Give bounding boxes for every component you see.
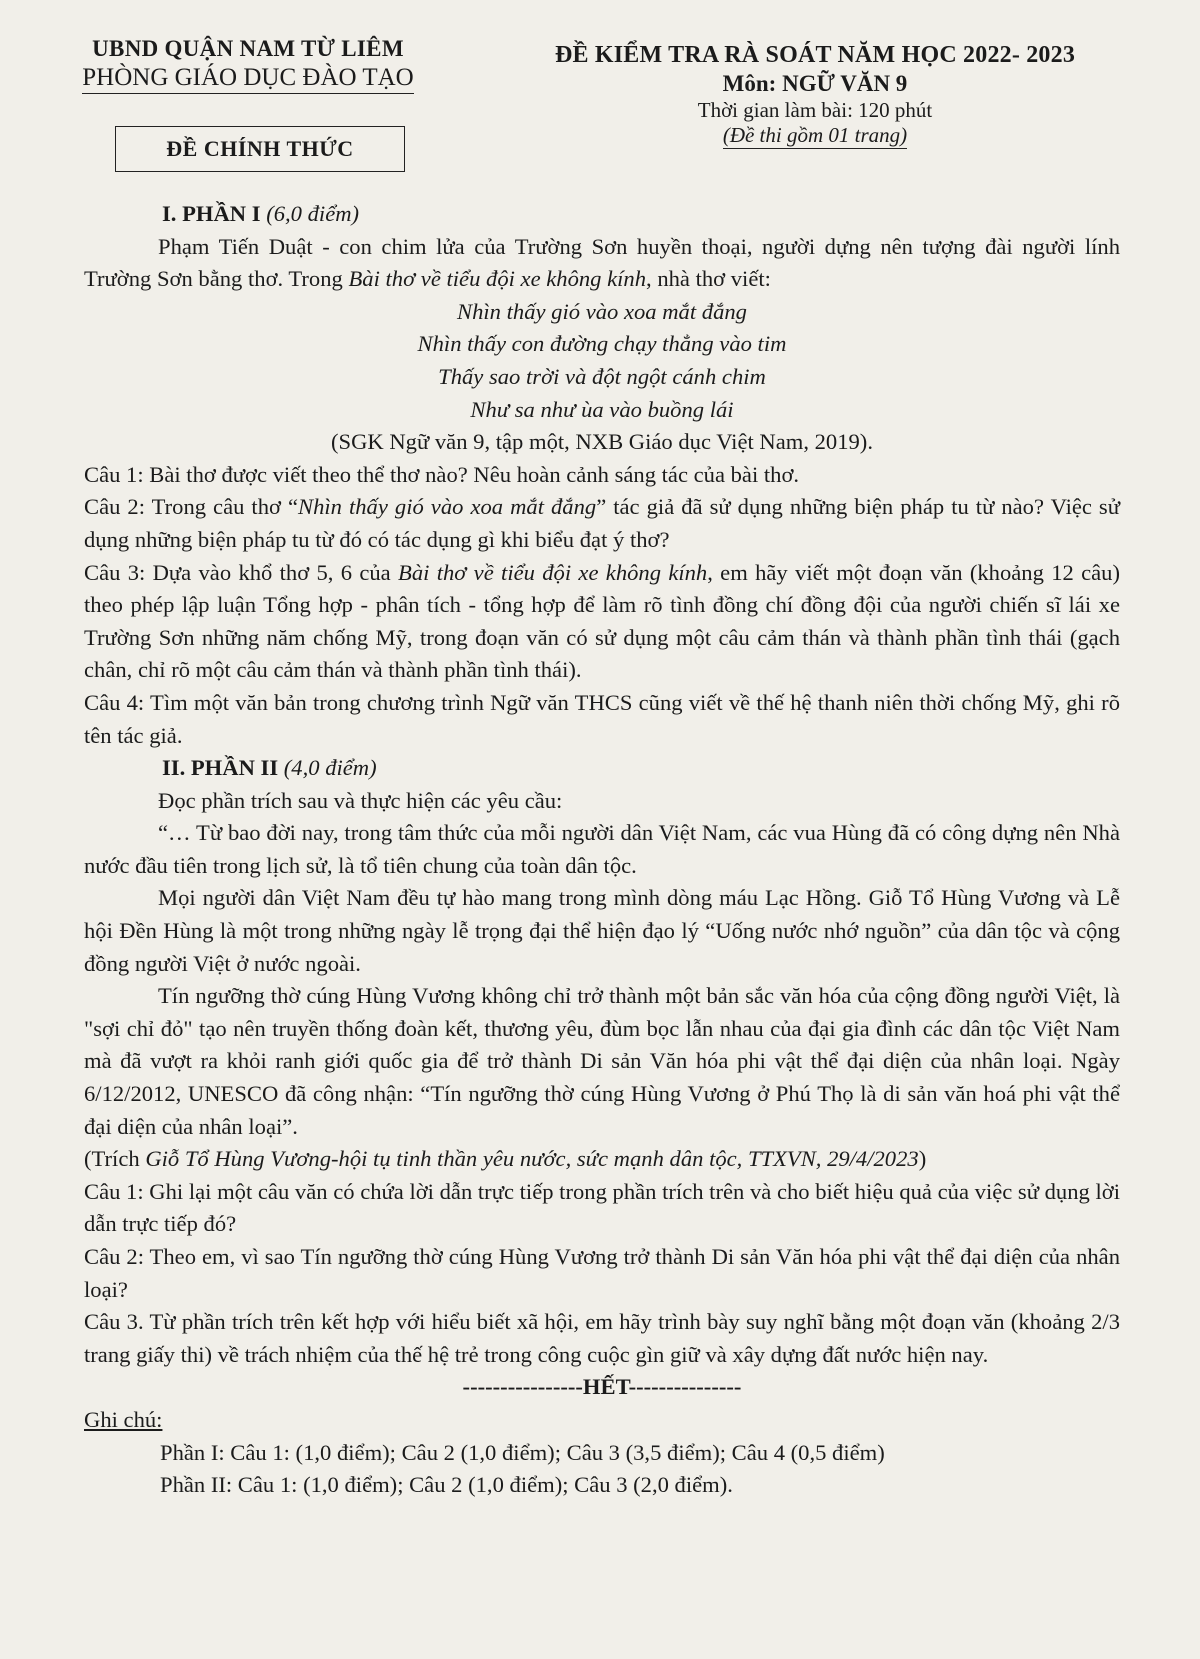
part1-q3-work-title: Bài thơ về tiểu đội xe không kính bbox=[398, 559, 708, 585]
excerpt-source-lead: (Trích bbox=[84, 1146, 146, 1172]
part1-question-4: Câu 4: Tìm một văn bản trong chương trình Ngữ văn THCS cũng viết về thế hệ thanh niên thời chống Mỹ, ghi rõ tên tác giả. bbox=[84, 689, 1120, 748]
exam-subject: Môn: NGỮ VĂN 9 bbox=[722, 71, 908, 96]
exam-body bbox=[84, 198, 1120, 1502]
poem-line-2: Nhìn thấy con đường chạy thẳng vào tim bbox=[417, 331, 787, 357]
exam-info-block bbox=[490, 42, 1140, 149]
part1-question-1: Câu 1: Bài thơ được viết theo thể thơ nào? Nêu hoàn cảnh sáng tác của bài thơ. bbox=[84, 461, 800, 487]
part2-heading bbox=[84, 752, 1120, 785]
part1-intro bbox=[84, 231, 1120, 296]
excerpt-paragraph-3: Tín ngưỡng thờ cúng Hùng Vương không chỉ trở thành một bản sắc văn hóa của cộng đồng người Việt, là "sợi chỉ đỏ" tạo nên truyền thống đoàn kết, thương yêu, đùm bọc lẫn nhau của đại gia đình các dân tộc Việt Nam mà đã vượt ra khỏi ranh giới quốc gia để trở thành Di sản Văn hóa phi vật thể đại diện của nhân loại. Ngày 6/12/2012, UNESCO đã công nhận: “Tín ngưỡng thờ cúng Hùng Vương ở Phú Thọ là di sản văn hoá phi vật thể đại diện của nhân loại”. bbox=[84, 983, 1120, 1139]
excerpt-source-tail: ) bbox=[918, 1146, 927, 1172]
district-name: UBND QUẬN NAM TỪ LIÊM bbox=[92, 36, 404, 61]
part1-q2-quote: Nhìn thấy gió vào xoa mắt đắng bbox=[298, 494, 597, 520]
notes-line-2: Phần II: Câu 1: (1,0 điểm); Câu 2 (1,0 điểm); Câu 3 (2,0 điểm). bbox=[160, 1472, 733, 1498]
excerpt-source-title: Giỗ Tổ Hùng Vương-hội tụ tinh thần yêu nước, sức mạnh dân tộc, TTXVN, 29/4/2023 bbox=[145, 1146, 919, 1172]
exam-pages-note: (Đề thi gồm 01 trang) bbox=[722, 123, 908, 147]
issuer-block bbox=[38, 36, 458, 94]
exam-title: ĐỀ KIỂM TRA RÀ SOÁT NĂM HỌC 2022- 2023 bbox=[554, 42, 1076, 68]
part2-points: (4,0 điểm) bbox=[283, 755, 377, 781]
poem-source: (SGK Ngữ văn 9, tập một, NXB Giáo dục Việt Nam, 2019). bbox=[331, 429, 873, 455]
part1-q3-tail: , em hãy viết một đoạn văn (khoảng 12 câu) theo phép lập luận Tổng hợp - phân tích - tổng hợp để làm rõ tình đồng chí đồng đội của người chiến sĩ lái xe Trường Sơn những năm chống Mỹ, trong đoạn văn có sử dụng một câu cảm thán và thành phần tình thái (gạch chân, chỉ rõ một câu cảm thán và thành phần tình thái). bbox=[84, 559, 1120, 683]
part1-title: I. PHẦN I bbox=[162, 201, 261, 226]
notes-line-1: Phần I: Câu 1: (1,0 điểm); Câu 2 (1,0 điểm); Câu 3 (3,5 điểm); Câu 4 (0,5 điểm) bbox=[160, 1439, 885, 1465]
part1-q3-lead: Câu 3: Dựa vào khổ thơ 5, 6 của bbox=[84, 559, 399, 585]
part1-q2-lead: Câu 2: Trong câu thơ “ bbox=[84, 494, 299, 520]
poem-line-3: Thấy sao trời và đột ngột cánh chim bbox=[438, 363, 766, 389]
part2-question-1: Câu 1: Ghi lại một câu văn có chứa lời dẫn trực tiếp trong phần trích trên và cho biết hiệu quả của việc sử dụng lời dẫn trực tiếp đó? bbox=[84, 1178, 1120, 1237]
excerpt-source bbox=[84, 1143, 1120, 1176]
part1-points: (6,0 điểm) bbox=[266, 201, 360, 226]
official-label-box: ĐỀ CHÍNH THỨC bbox=[115, 126, 405, 172]
part2-question-3: Câu 3. Từ phần trích trên kết hợp với hiểu biết xã hội, em hãy trình bày suy nghĩ bằng một đoạn văn (khoảng 2/3 trang giấy thi) về trách nhiệm của thế hệ trẻ trong công cuộc gìn giữ và xây dựng đất nước hiện nay. bbox=[84, 1309, 1120, 1367]
part1-question-2 bbox=[84, 491, 1120, 556]
department-name: PHÒNG GIÁO DỤC ĐÀO TẠO bbox=[82, 64, 413, 94]
part1-intro-tail: , nhà thơ viết: bbox=[646, 266, 771, 292]
part1-heading bbox=[84, 198, 1120, 231]
part1-question-3 bbox=[84, 557, 1120, 687]
part2-question-2: Câu 2: Theo em, vì sao Tín ngưỡng thờ cúng Hùng Vương trở thành Di sản Văn hóa phi vật thể đại diện của nhân loại? bbox=[84, 1244, 1120, 1302]
excerpt-paragraph-2: Mọi người dân Việt Nam đều tự hào mang trong mình dòng máu Lạc Hồng. Giỗ Tổ Hùng Vương và Lễ hội Đền Hùng là một trong những ngày lễ trọng đại thể hiện đạo lý “Uống nước nhớ nguồn” của dân tộc và cộng đồng người Việt ở nước ngoài. bbox=[84, 885, 1120, 976]
part2-instruction: Đọc phần trích sau và thực hiện các yêu cầu: bbox=[158, 787, 563, 813]
part1-intro-work-title: Bài thơ về tiểu đội xe không kính bbox=[348, 266, 647, 292]
exam-duration: Thời gian làm bài: 120 phút bbox=[697, 98, 933, 122]
poem-line-1: Nhìn thấy gió vào xoa mắt đắng bbox=[457, 298, 747, 324]
excerpt-paragraph-1: “… Từ bao đời nay, trong tâm thức của mỗi người dân Việt Nam, các vua Hùng đã có công dựng nên Nhà nước đầu tiên trong lịch sử, là tổ tiên chung của toàn dân tộc. bbox=[84, 820, 1120, 878]
part1-q2-tail: ” tác giả đã sử dụng những biện pháp tu từ nào? Việc sử dụng những biện pháp tu từ đó có tác dụng gì khi biểu đạt ý thơ? bbox=[84, 494, 1120, 552]
part1-intro-text: Phạm Tiến Duật - con chim lửa của Trường Sơn huyền thoại, người dựng nên tượng đài người lính Trường Sơn bằng thơ. Trong bbox=[84, 233, 1120, 292]
end-marker: ----------------HẾT--------------- bbox=[462, 1374, 742, 1400]
notes-label: Ghi chú: bbox=[84, 1406, 163, 1432]
poem-line-4: Như sa như ùa vào buồng lái bbox=[470, 396, 734, 422]
part2-title: II. PHẦN II bbox=[162, 755, 279, 781]
